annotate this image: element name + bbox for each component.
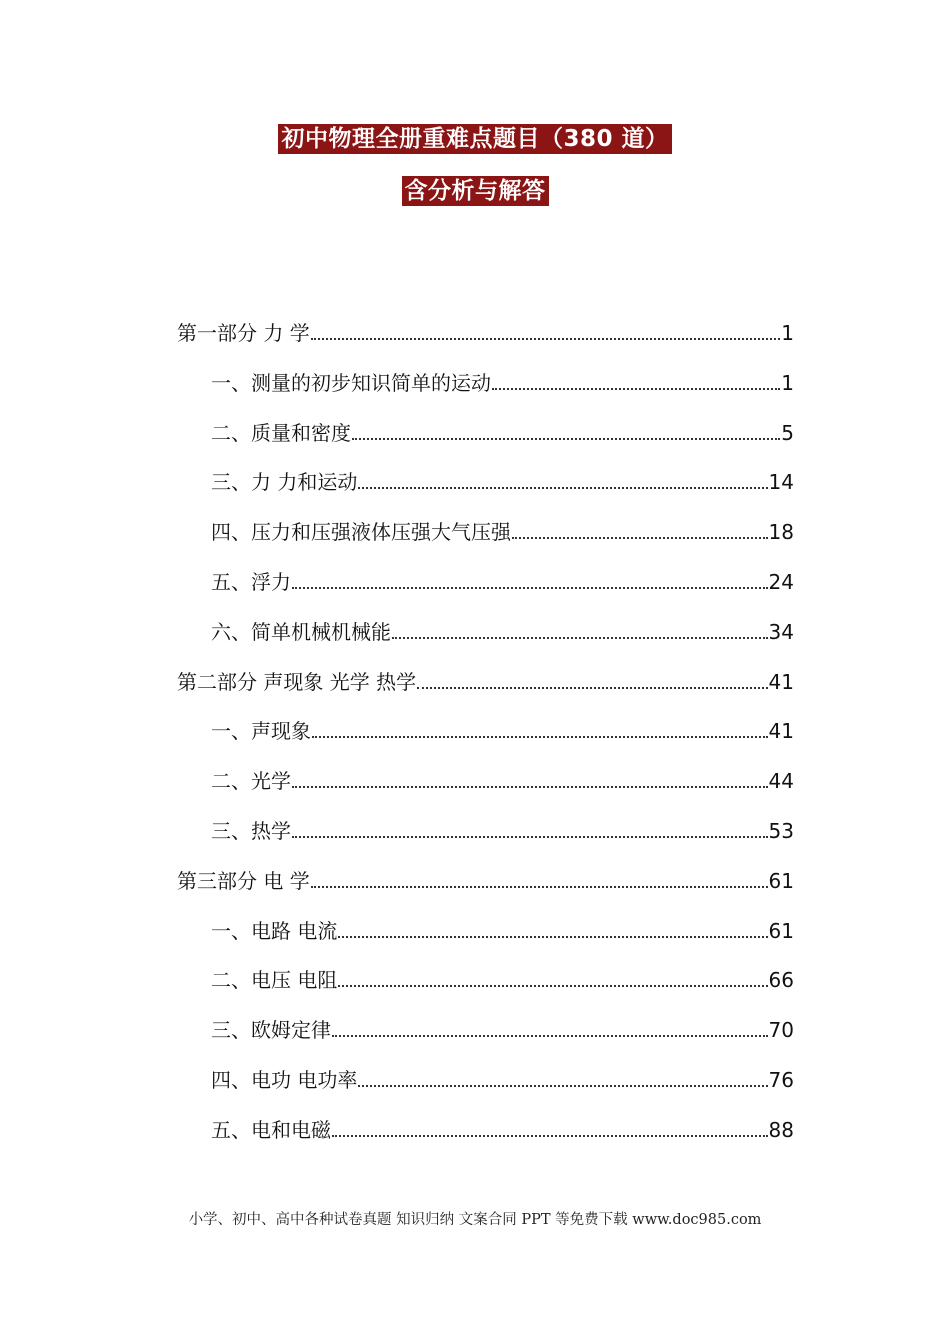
toc-entry-label: 一、测量的初步知识简单的运动 <box>211 366 491 400</box>
toc-page-number: 76 <box>768 1068 794 1092</box>
toc-entry-label: 二、电压 电阻 <box>211 963 337 997</box>
document-subtitle <box>0 176 950 206</box>
toc-page-number: 5 <box>781 420 794 445</box>
title-line-2: 含分析与解答 <box>402 176 549 206</box>
toc-part-entry[interactable] <box>177 316 794 350</box>
toc-dot-leader <box>332 1115 768 1137</box>
toc-page-number: 1 <box>781 321 794 345</box>
toc-dot-leader <box>417 667 767 689</box>
toc-entry-label: 三、欧姆定律 <box>211 1013 331 1047</box>
toc-section-entry[interactable] <box>211 1013 794 1047</box>
toc-dot-leader <box>352 418 780 440</box>
toc-dot-leader <box>338 916 767 938</box>
toc-entry-label: 一、电路 电流 <box>211 914 337 948</box>
toc-entry-label: 四、压力和压强液体压强大气压强 <box>211 515 511 549</box>
document-title <box>0 124 950 154</box>
toc-entry-label: 第三部分 电 学 <box>177 864 310 898</box>
toc-section-entry[interactable] <box>211 465 794 499</box>
toc-page-number: 61 <box>768 868 794 893</box>
toc-section-entry[interactable] <box>211 963 794 997</box>
toc-part-entry[interactable] <box>177 665 794 699</box>
toc-page-number: 53 <box>768 819 794 843</box>
toc-page-number: 41 <box>768 669 794 694</box>
toc-page-number: 18 <box>768 520 794 545</box>
toc-entry-label: 三、力 力和运动 <box>211 465 357 499</box>
toc-entry-label: 五、浮力 <box>211 565 291 599</box>
toc-section-entry[interactable] <box>211 1063 794 1097</box>
toc-dot-leader <box>311 866 768 888</box>
page-footer: 小学、初中、高中各种试卷真题 知识归纳 文案合同 PPT 等免费下载 www.doc985.com <box>188 1212 762 1228</box>
toc-page-number: 70 <box>768 1018 794 1043</box>
toc-part-entry[interactable] <box>177 864 794 898</box>
toc-entry-label: 五、电和电磁 <box>211 1113 331 1147</box>
toc-dot-leader <box>332 1015 768 1037</box>
toc-page-number: 61 <box>768 918 794 943</box>
toc-section-entry[interactable] <box>211 565 794 599</box>
toc-section-entry[interactable] <box>211 615 794 649</box>
toc-page-number: 24 <box>768 570 794 594</box>
toc-entry-label: 四、电功 电功率 <box>211 1063 357 1097</box>
toc-page-number: 41 <box>768 719 794 744</box>
toc-page-number: 34 <box>768 619 794 644</box>
toc-page-number: 88 <box>768 1117 794 1142</box>
title-line-1: 初中物理全册重难点题目（380 道） <box>278 124 671 154</box>
toc-entry-label: 二、光学 <box>211 764 291 798</box>
toc-entry-label: 第一部分 力 学 <box>177 316 310 350</box>
toc-entry-label: 六、简单机械机械能 <box>211 615 391 649</box>
toc-section-entry[interactable] <box>211 914 794 948</box>
toc-dot-leader <box>338 965 767 987</box>
toc-page-number: 14 <box>768 470 794 495</box>
toc-dot-leader <box>311 318 781 340</box>
toc-dot-leader <box>292 816 768 838</box>
toc-dot-leader <box>512 517 768 539</box>
toc-page-number: 66 <box>768 968 794 993</box>
toc-entry-label: 第二部分 声现象 光学 热学 <box>177 665 416 699</box>
toc-entry-label: 三、热学 <box>211 814 291 848</box>
toc-section-entry[interactable] <box>211 1113 794 1147</box>
toc-section-entry[interactable] <box>211 714 794 748</box>
toc-entry-label: 二、质量和密度 <box>211 416 351 450</box>
toc-section-entry[interactable] <box>211 416 794 450</box>
toc-entry-label: 一、声现象 <box>211 714 311 748</box>
toc-dot-leader <box>358 467 767 489</box>
toc-section-entry[interactable] <box>211 814 794 848</box>
toc-dot-leader <box>392 617 768 639</box>
toc-dot-leader <box>292 766 768 788</box>
toc-section-entry[interactable] <box>211 515 794 549</box>
toc-dot-leader <box>492 368 780 390</box>
toc-section-entry[interactable] <box>211 764 794 798</box>
toc-dot-leader <box>358 1065 767 1087</box>
toc-dot-leader <box>292 567 768 589</box>
toc-section-entry[interactable] <box>211 366 794 400</box>
toc-dot-leader <box>312 716 768 738</box>
toc-page-number: 44 <box>768 769 794 794</box>
toc-page-number: 1 <box>781 370 794 395</box>
